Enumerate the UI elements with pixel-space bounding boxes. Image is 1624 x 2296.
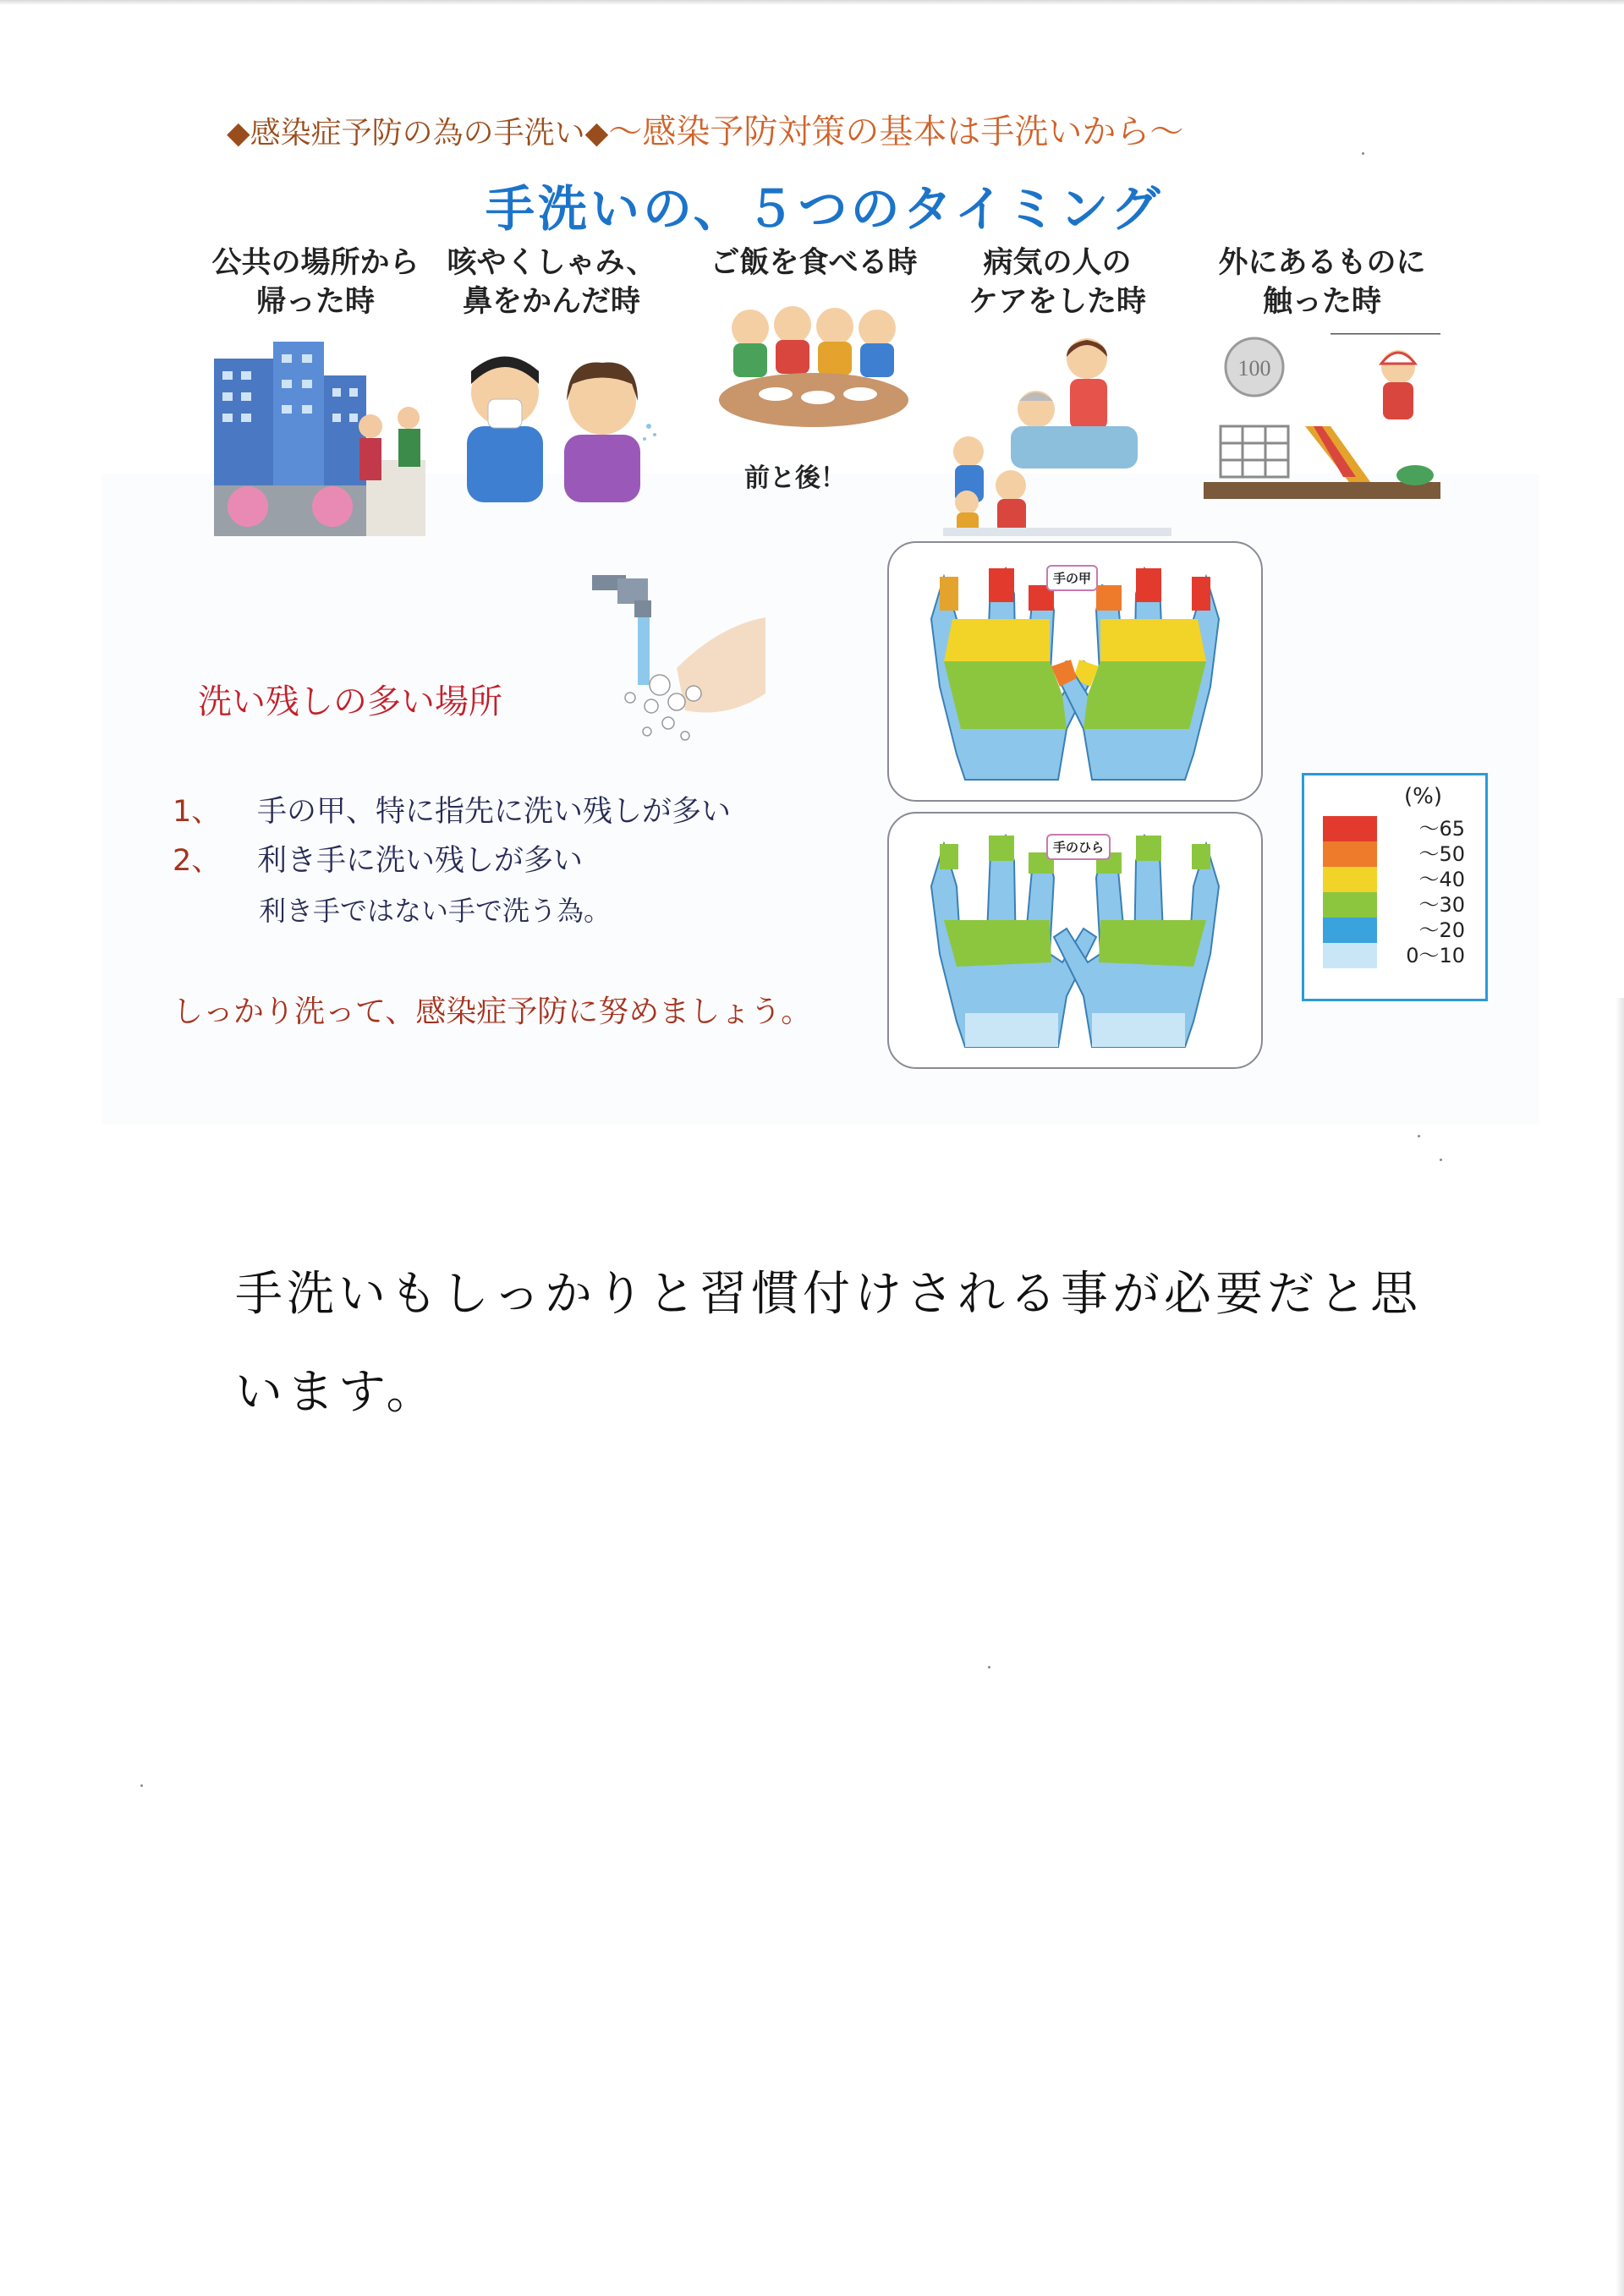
- timing-label: 咳やくしゃみ、 鼻をかんだ時: [447, 246, 656, 319]
- item-number: 1、: [173, 795, 222, 829]
- scan-speck: [140, 1784, 143, 1787]
- panel-label: 手の甲: [1046, 565, 1098, 591]
- timing-label: 病気の人の ケアをした時: [968, 246, 1146, 319]
- legend-row: [1323, 816, 1475, 841]
- body-paragraph-line: 手洗いもしっかりと習慣付けされる事が必要だと思: [235, 1267, 1422, 1322]
- timing-touching-outside: [1199, 244, 1445, 506]
- timing-public-place: [193, 244, 438, 548]
- section-title: 洗い残しの多い場所: [198, 682, 502, 721]
- scan-top-shadow: [0, 0, 1624, 5]
- body-paragraph-line: います。: [235, 1365, 438, 1420]
- scan-speck: [1440, 1159, 1442, 1161]
- palm-panel: [887, 812, 1263, 1069]
- flyer-title: 手洗いの、５つのタイミング: [486, 180, 1164, 238]
- caregiver-illustration: [943, 333, 1171, 536]
- legend-swatch: [1323, 892, 1377, 918]
- list-item: [173, 788, 731, 830]
- timing-before-after-meal: [691, 244, 936, 433]
- legend-label: ～65: [1418, 817, 1465, 841]
- legend-label: ～20: [1418, 918, 1465, 942]
- legend-label: ～40: [1418, 868, 1465, 891]
- legend-row: [1323, 918, 1475, 943]
- list-item: [173, 837, 583, 879]
- heatmap-legend: [1302, 773, 1488, 1001]
- timing-label: 公共の場所から 帰った時: [211, 246, 420, 319]
- back-of-hand-panel: [887, 541, 1263, 802]
- playground-illustration: [1204, 333, 1440, 502]
- item-number: 2、: [173, 844, 222, 878]
- scan-speck: [1418, 1135, 1420, 1137]
- coin-value: 100: [1237, 356, 1271, 381]
- subtitle-accent: ～感染予防対策の基本は手洗いから～: [608, 112, 1184, 151]
- legend-row: [1323, 841, 1475, 867]
- city-building-illustration: [197, 333, 434, 545]
- item-detail: 利き手ではない手で洗う為。: [259, 895, 612, 927]
- legend-swatch: [1323, 841, 1377, 867]
- legend-swatch: [1323, 918, 1377, 943]
- legend-swatch: [1323, 816, 1377, 841]
- timing-caring-for-sick: [935, 244, 1180, 540]
- scan-speck: [1362, 152, 1364, 155]
- flyer-subtitle: [227, 105, 1183, 153]
- legend-label: ～50: [1418, 842, 1465, 866]
- family-meal-illustration: [716, 294, 911, 430]
- panel-label: 手のひら: [1046, 834, 1111, 860]
- timing-cough-sneeze: [429, 244, 674, 506]
- sneezing-people-illustration: [442, 333, 661, 502]
- scan-speck: [988, 1666, 990, 1669]
- legend-title: (%): [1404, 784, 1442, 809]
- legend-row: [1323, 892, 1475, 918]
- item-text: 利き手に洗い残しが多い: [257, 844, 584, 878]
- legend-row: [1323, 943, 1475, 968]
- item-text: 手の甲、特に指先に洗い残しが多い: [257, 795, 732, 829]
- timing-label: 外にあるものに 触った時: [1218, 246, 1426, 319]
- subtitle-prefix: ◆感染症予防の為の手洗い◆: [227, 116, 609, 151]
- timing-label: ご飯を食べる時: [710, 246, 918, 280]
- hand-washing-faucet-illustration: [584, 558, 770, 753]
- before-and-after-note: 前と後！: [744, 463, 846, 493]
- legend-label: ～30: [1418, 893, 1465, 917]
- legend-swatch: [1323, 943, 1377, 968]
- legend-swatch: [1323, 867, 1377, 892]
- scan-right-edge: [1616, 998, 1624, 2296]
- legend-label: 0～10: [1406, 944, 1465, 967]
- closing-message: しっかり洗って、感染症予防に努めましょう。: [173, 995, 812, 1029]
- legend-row: [1323, 867, 1475, 892]
